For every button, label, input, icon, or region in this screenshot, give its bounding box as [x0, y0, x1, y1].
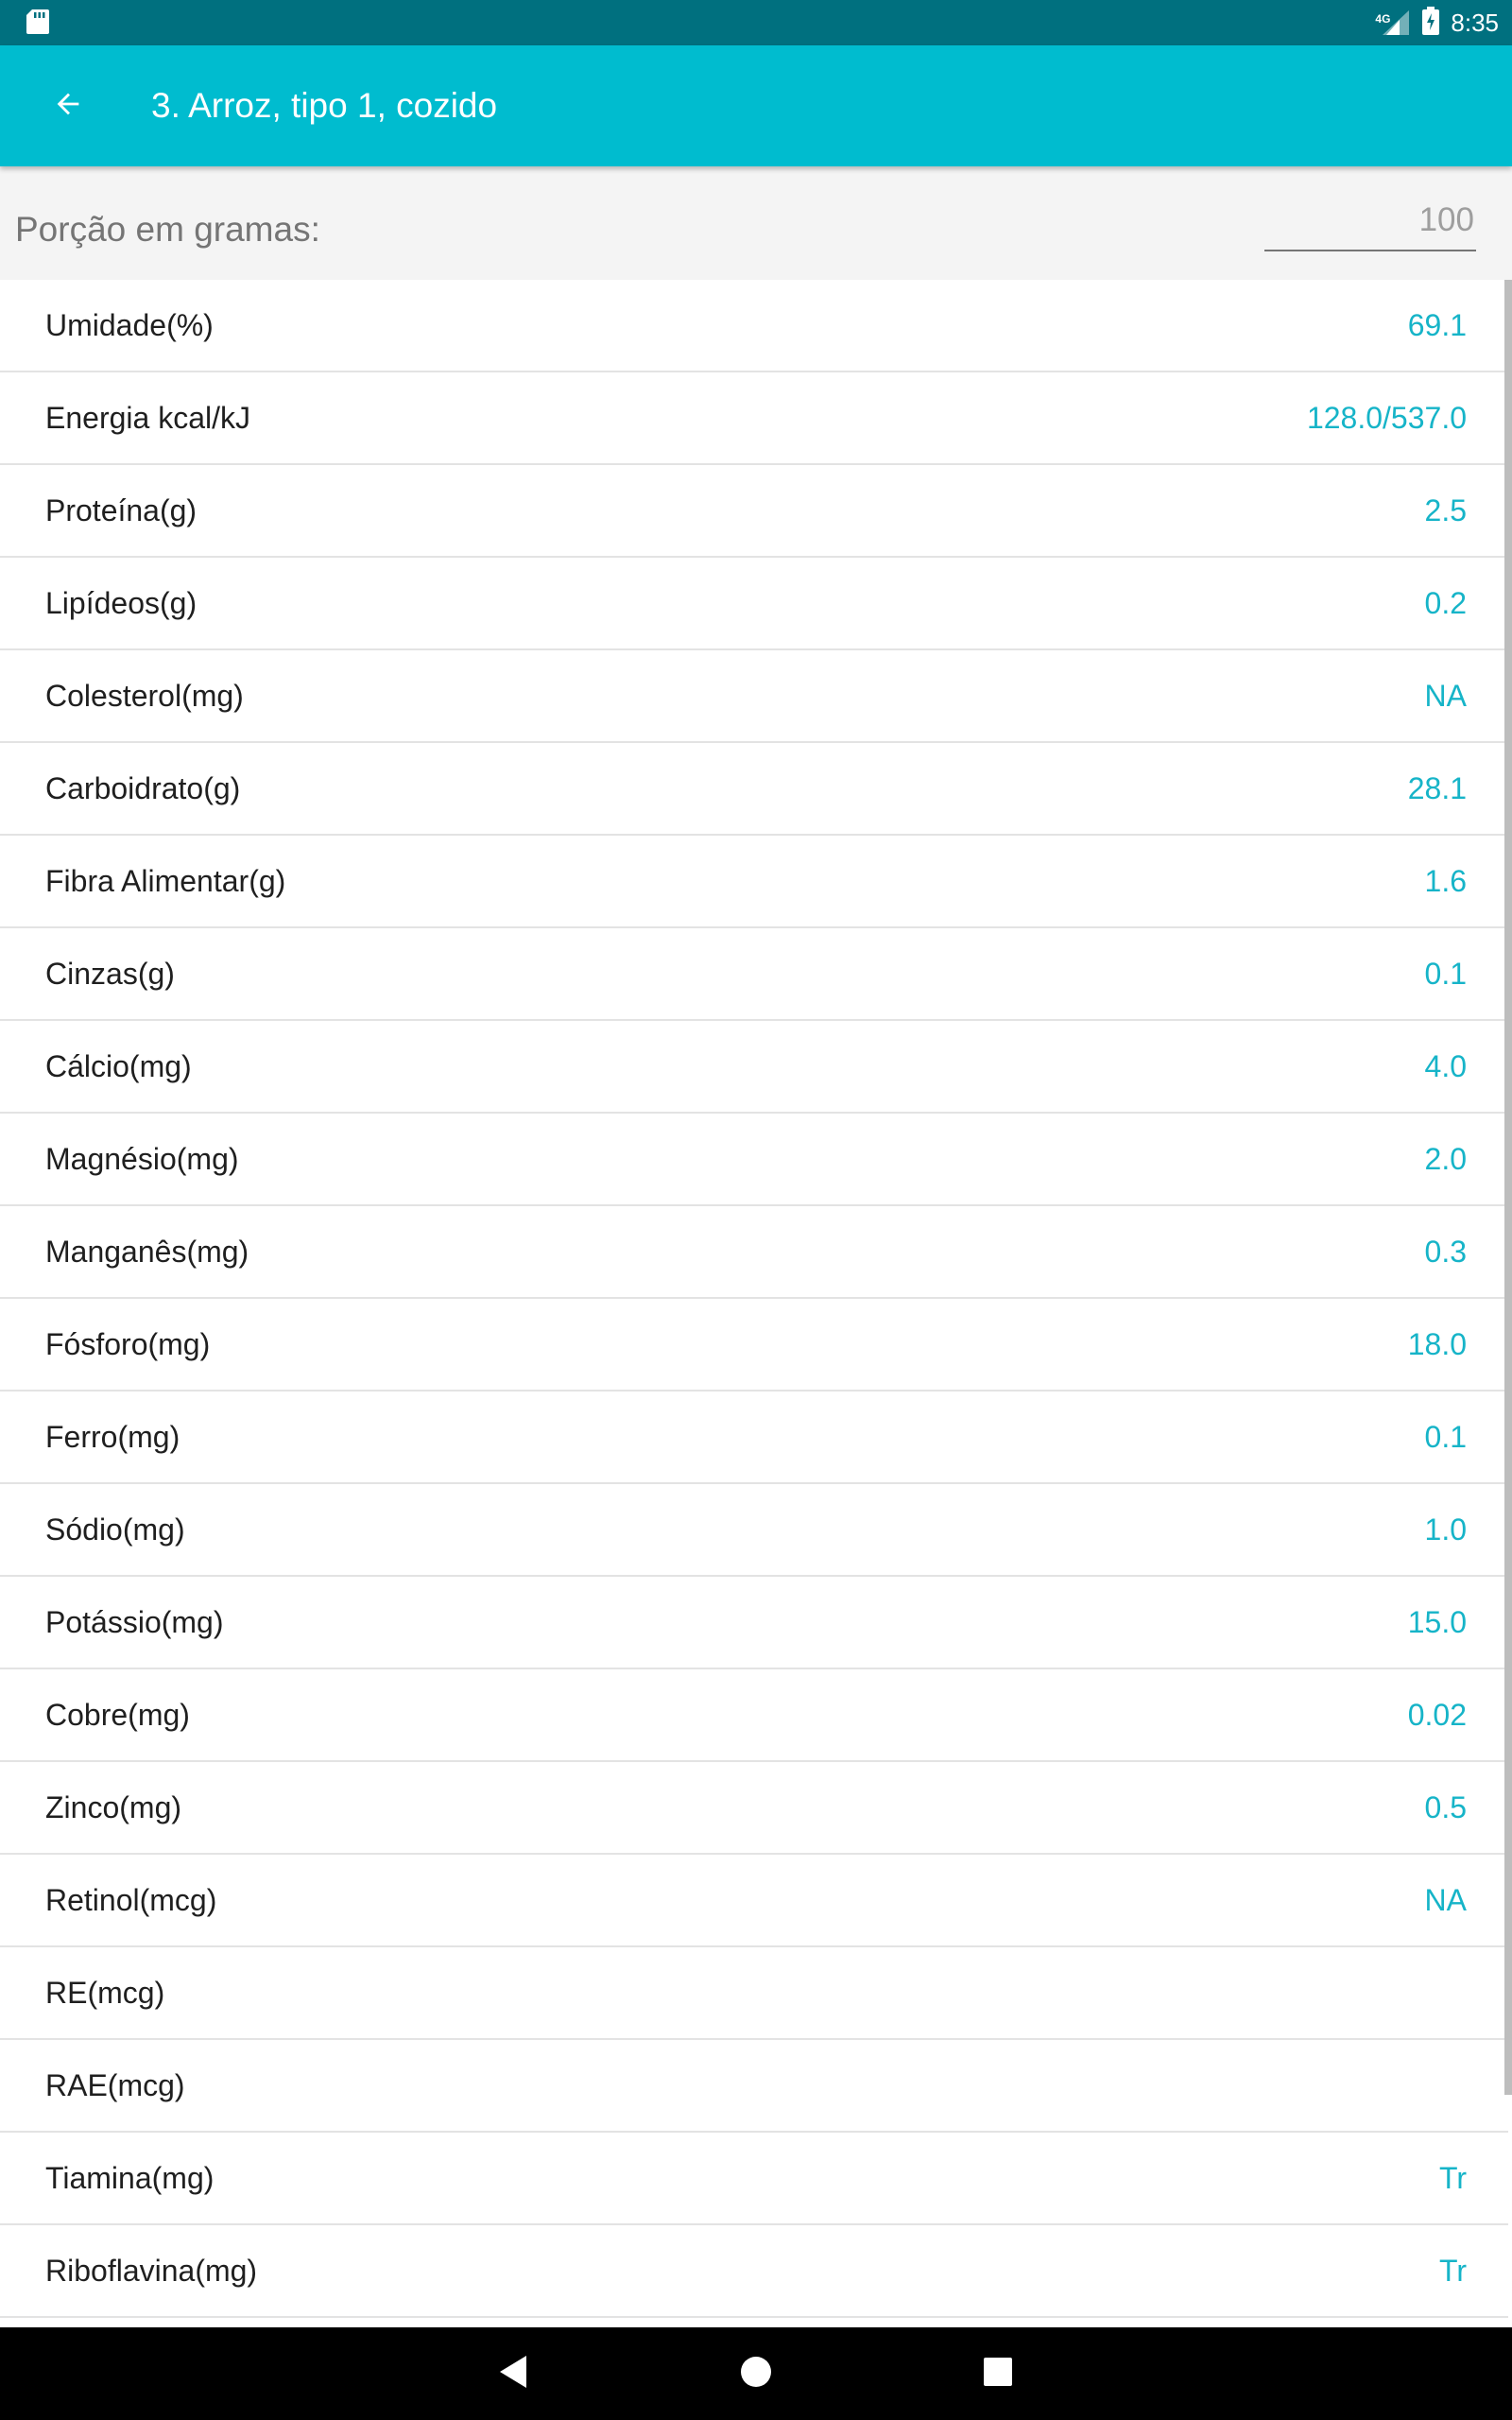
home-circle-icon	[740, 2356, 772, 2393]
nutrient-label: Retinol(mcg)	[45, 1883, 217, 1917]
nutrient-label: Tiamina(mg)	[45, 2161, 215, 2195]
nutrient-row	[0, 2040, 1508, 2133]
nutrient-label: RAE(mcg)	[45, 2068, 185, 2102]
nutrient-row	[0, 1299, 1508, 1392]
nutrient-value: 0.2	[1424, 586, 1467, 620]
nutrient-value: Tr	[1438, 2254, 1467, 2288]
nav-recents-button[interactable]	[941, 2327, 1055, 2420]
nutrient-value: 18.0	[1407, 1327, 1467, 1361]
nav-back-button[interactable]	[457, 2327, 571, 2420]
app-bar	[0, 45, 1512, 166]
nutrient-row	[0, 2225, 1508, 2318]
nutrient-row	[0, 1114, 1508, 1206]
battery-charging-icon	[1422, 7, 1439, 40]
nutrient-label: Umidade(%)	[45, 308, 214, 342]
nutrient-row	[0, 928, 1508, 1021]
nutrient-row	[0, 1021, 1508, 1114]
portion-input[interactable]	[1264, 197, 1476, 251]
status-bar	[0, 0, 1512, 45]
nutrient-row	[0, 1392, 1508, 1484]
nutrient-label: Colesterol(mg)	[45, 679, 244, 713]
nutrient-label: Cinzas(g)	[45, 957, 175, 991]
nutrient-list[interactable]	[0, 280, 1508, 2318]
nutrient-label: Carboidrato(g)	[45, 771, 241, 805]
nutrient-label: Riboflavina(mg)	[45, 2254, 258, 2288]
nutrient-value: 2.5	[1424, 493, 1467, 527]
nutrient-label: Sódio(mg)	[45, 1512, 185, 1547]
nutrient-value: 0.1	[1424, 957, 1467, 991]
nutrient-value: 4.0	[1424, 1049, 1467, 1083]
nutrient-row	[0, 558, 1508, 650]
nutrient-label: Manganês(mg)	[45, 1235, 249, 1269]
nutrient-label: Lipídeos(g)	[45, 586, 198, 620]
nutrient-row	[0, 1947, 1508, 2040]
portion-label: Porção em gramas:	[15, 210, 320, 249]
nutrient-row	[0, 1577, 1508, 1669]
nutrient-label: Fibra Alimentar(g)	[45, 864, 286, 898]
arrow-back-icon	[52, 88, 84, 125]
portion-section	[0, 166, 1512, 280]
nutrient-label: Proteína(g)	[45, 493, 198, 527]
nutrient-row	[0, 1206, 1508, 1299]
nutrient-value: 15.0	[1407, 1605, 1467, 1639]
nutrient-label: Cobre(mg)	[45, 1698, 190, 1732]
nutrient-label: Cálcio(mg)	[45, 1049, 192, 1083]
nutrient-value: 0.02	[1407, 1698, 1467, 1732]
nutrient-value: 69.1	[1407, 308, 1467, 342]
back-triangle-icon	[500, 2356, 528, 2393]
nutrient-value: 2.0	[1424, 1142, 1467, 1176]
nutrient-row	[0, 1762, 1508, 1855]
nutrient-label: Fósforo(mg)	[45, 1327, 211, 1361]
navigation-bar	[0, 2327, 1512, 2420]
nutrient-row	[0, 465, 1508, 558]
scrollbar[interactable]	[1504, 280, 1512, 2095]
nutrient-row	[0, 836, 1508, 928]
nutrient-value: 128.0/537.0	[1306, 401, 1467, 435]
nutrient-label: Energia kcal/kJ	[45, 401, 250, 435]
nutrient-row	[0, 743, 1508, 836]
nutrient-row	[0, 1669, 1508, 1762]
nutrient-value: 0.3	[1424, 1235, 1467, 1269]
nav-home-button[interactable]	[699, 2327, 813, 2420]
page-title: 3. Arroz, tipo 1, cozido	[151, 86, 498, 125]
nutrient-value: 1.0	[1424, 1512, 1467, 1547]
nutrient-value: NA	[1424, 679, 1467, 713]
recents-square-icon	[984, 2358, 1012, 2391]
network-type-label: 4G	[1375, 12, 1391, 26]
nutrient-label: Magnésio(mg)	[45, 1142, 239, 1176]
nutrient-label: Ferro(mg)	[45, 1420, 180, 1454]
nutrient-value: NA	[1424, 1883, 1467, 1917]
nutrient-value: 28.1	[1407, 771, 1467, 805]
back-button[interactable]	[38, 76, 98, 136]
nutrient-value: 0.5	[1424, 1790, 1467, 1824]
signal-icon	[1377, 9, 1411, 37]
nutrient-row	[0, 1484, 1508, 1577]
nutrient-row	[0, 650, 1508, 743]
nutrient-label: Zinco(mg)	[45, 1790, 182, 1824]
clock: 8:35	[1451, 8, 1499, 37]
nutrient-value: Tr	[1438, 2161, 1467, 2195]
nutrient-value: 0.1	[1424, 1420, 1467, 1454]
nutrient-label: Potássio(mg)	[45, 1605, 224, 1639]
nutrient-value: 1.6	[1424, 864, 1467, 898]
nutrient-row	[0, 372, 1508, 465]
nutrient-row	[0, 1855, 1508, 1947]
sd-card-icon	[26, 9, 49, 39]
nutrient-row	[0, 280, 1508, 372]
nutrient-row	[0, 2133, 1508, 2225]
nutrient-label: RE(mcg)	[45, 1976, 165, 2010]
